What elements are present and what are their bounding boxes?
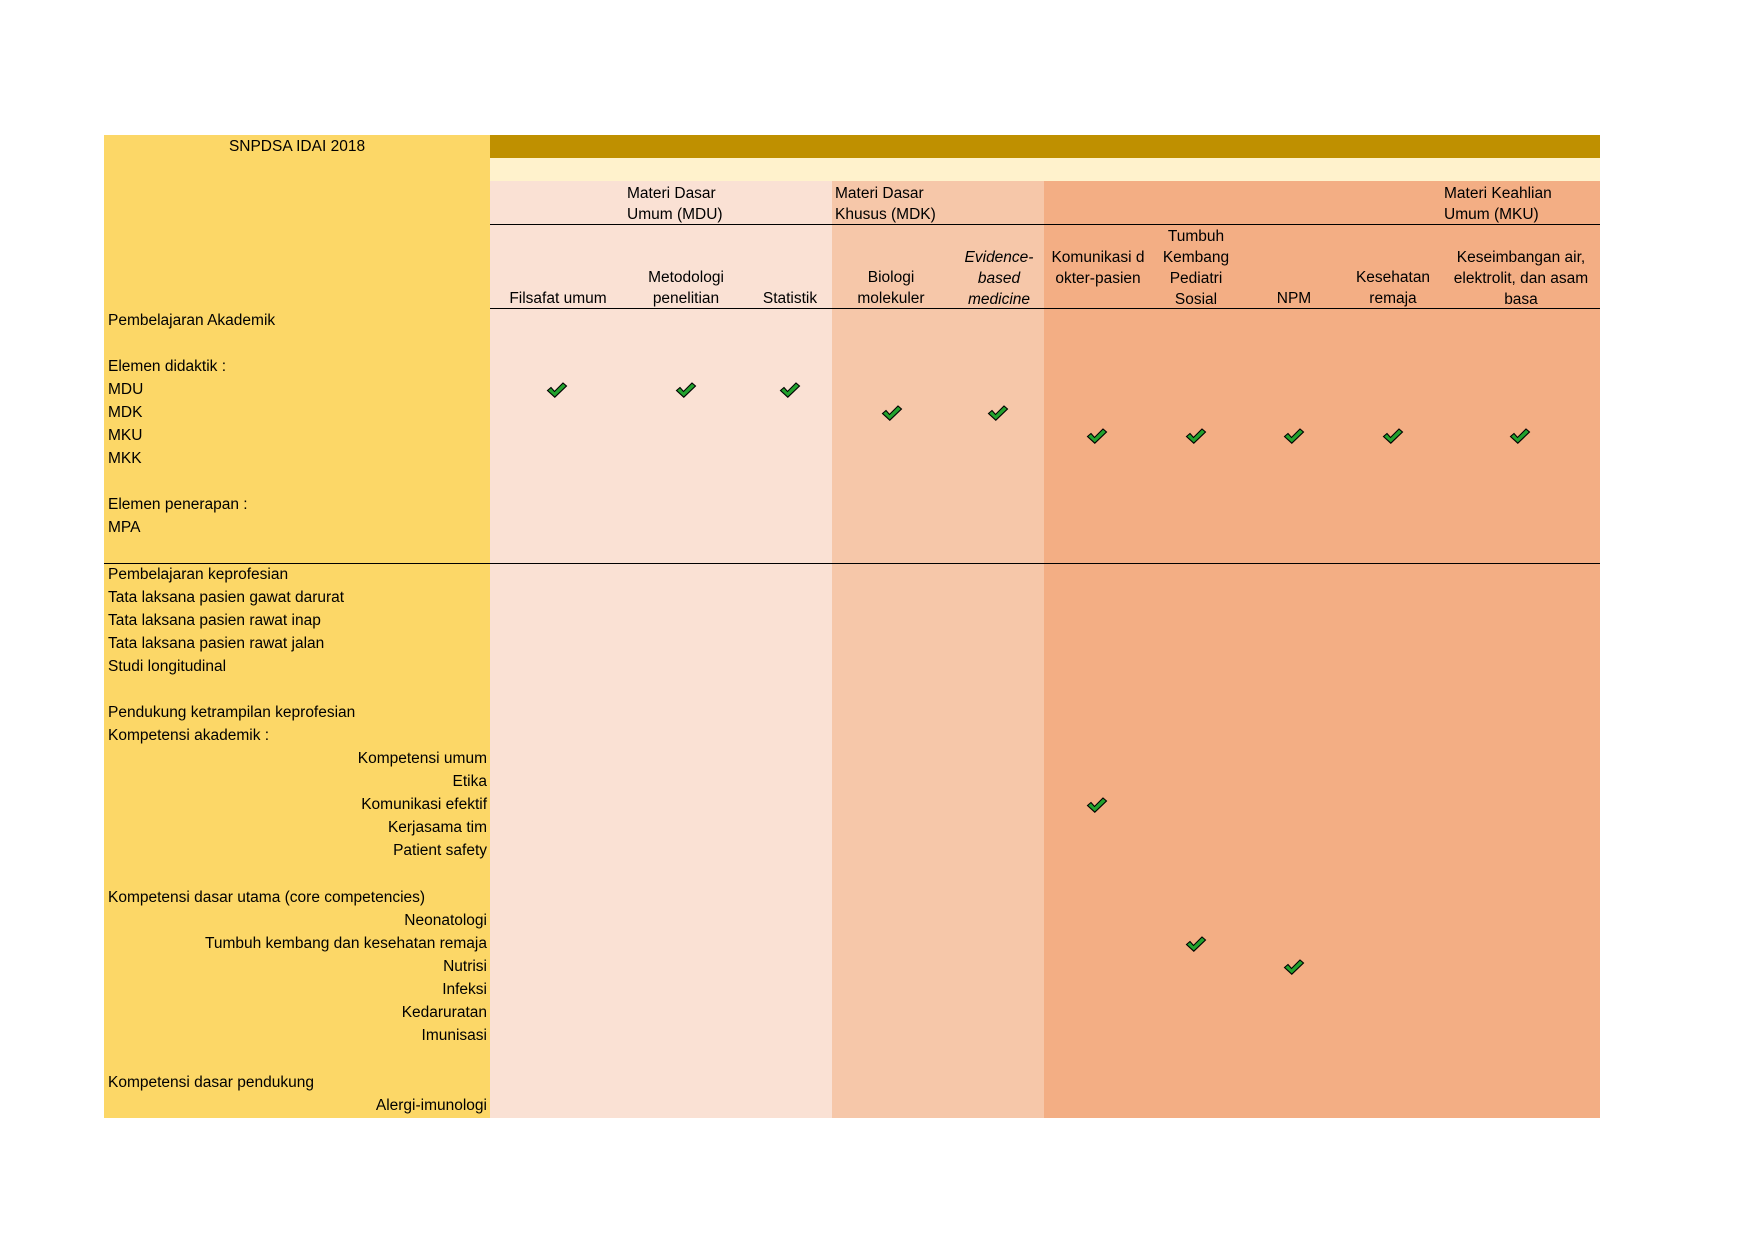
check-mark-icon	[1185, 427, 1207, 445]
row-label-nutrisi: Nutrisi	[443, 958, 487, 975]
column-header-ebm: Evidence-based medicine	[964, 249, 1034, 308]
row-label-alergi-imunologi: Alergi-imunologi	[375, 1097, 487, 1114]
row-label-kompetensi-umum: Kompetensi umum	[357, 750, 487, 767]
row-label-kompetensi-dasar-pendukung: Kompetensi dasar pendukung	[108, 1074, 314, 1091]
row-label-gawat-darurat: Tata laksana pasien gawat darurat	[108, 589, 345, 606]
section-divider-rule	[104, 563, 1600, 564]
row-label-elemen-didaktik: Elemen didaktik :	[108, 358, 227, 375]
mku-column-band	[1044, 181, 1600, 1118]
check-mark-icon	[1283, 958, 1305, 976]
row-label-kompetensi-akademik: Kompetensi akademik :	[108, 727, 270, 744]
check-mark-icon	[546, 381, 568, 399]
group-header-mku: Materi Keahlian Umum (MKU)	[1444, 185, 1552, 223]
column-header-remaja: Kesehatan remaja	[1355, 269, 1431, 307]
column-header-metodologi: Metodologi penelitian	[648, 269, 724, 307]
row-label-rawat-jalan: Tata laksana pasien rawat jalan	[108, 635, 325, 652]
check-mark-icon	[881, 404, 903, 422]
column-header-statistik: Statistik	[762, 290, 818, 307]
row-label-mku: MKU	[108, 427, 143, 444]
top-header-bar	[490, 135, 1600, 158]
row-label-mpa: MPA	[108, 519, 141, 536]
mdu-column-band	[490, 181, 832, 1118]
row-label-pembelajaran-akademik: Pembelajaran Akademik	[108, 312, 276, 329]
check-mark-icon	[1086, 427, 1108, 445]
light-strip	[490, 158, 1600, 181]
check-mark-icon	[779, 381, 801, 399]
row-label-studi-longitudinal: Studi longitudinal	[108, 658, 227, 675]
row-label-tumbuh-kembang-remaja: Tumbuh kembang dan kesehatan remaja	[204, 935, 487, 952]
check-mark-icon	[1185, 935, 1207, 953]
column-header-komunikasi: Komunikasi dokter-pasien	[1051, 249, 1145, 287]
check-mark-icon	[1382, 427, 1404, 445]
column-header-tumbuh: Tumbuh Kembang Pediatri Sosial	[1162, 228, 1230, 308]
page-title: SNPDSA IDAI 2018	[228, 138, 366, 155]
row-label-pendukung-keprofesian: Pendukung ketrampilan keprofesian	[108, 704, 356, 721]
column-header-filsafat: Filsafat umum	[509, 290, 607, 307]
group-header-mdu: Materi Dasar Umum (MDU)	[627, 185, 723, 223]
row-label-komunikasi-efektif: Komunikasi efektif	[361, 796, 487, 813]
row-label-mdu: MDU	[108, 381, 144, 398]
row-label-infeksi: Infeksi	[442, 981, 487, 998]
group-header-mdk: Materi Dasar Khusus (MDK)	[835, 185, 936, 223]
check-mark-icon	[1283, 427, 1305, 445]
check-mark-icon	[1509, 427, 1531, 445]
check-mark-icon	[1086, 796, 1108, 814]
row-label-core-competencies: Kompetensi dasar utama (core competencies)	[108, 889, 426, 906]
mdk-column-band	[832, 181, 1044, 1118]
column-header-keseimbangan: Keseimbangan air, elektrolit, dan asam basa	[1453, 249, 1589, 308]
row-label-mkk: MKK	[108, 450, 142, 467]
row-label-rawat-inap: Tata laksana pasien rawat inap	[108, 612, 321, 629]
column-header-npm: NPM	[1276, 290, 1312, 307]
row-label-etika: Etika	[452, 773, 487, 790]
row-label-pembelajaran-keprofesian: Pembelajaran keprofesian	[108, 566, 289, 583]
row-label-neonatologi: Neonatologi	[404, 912, 487, 929]
row-label-patient-safety: Patient safety	[393, 842, 487, 859]
row-label-kerjasama-tim: Kerjasama tim	[387, 819, 487, 836]
row-label-kedaruratan: Kedaruratan	[401, 1004, 487, 1021]
row-label-mdk: MDK	[108, 404, 143, 421]
check-mark-icon	[987, 404, 1009, 422]
row-label-elemen-penerapan: Elemen penerapan :	[108, 496, 248, 513]
check-mark-icon	[675, 381, 697, 399]
column-header-biologi: Biologi molekuler	[857, 269, 925, 307]
row-label-imunisasi: Imunisasi	[421, 1027, 487, 1044]
